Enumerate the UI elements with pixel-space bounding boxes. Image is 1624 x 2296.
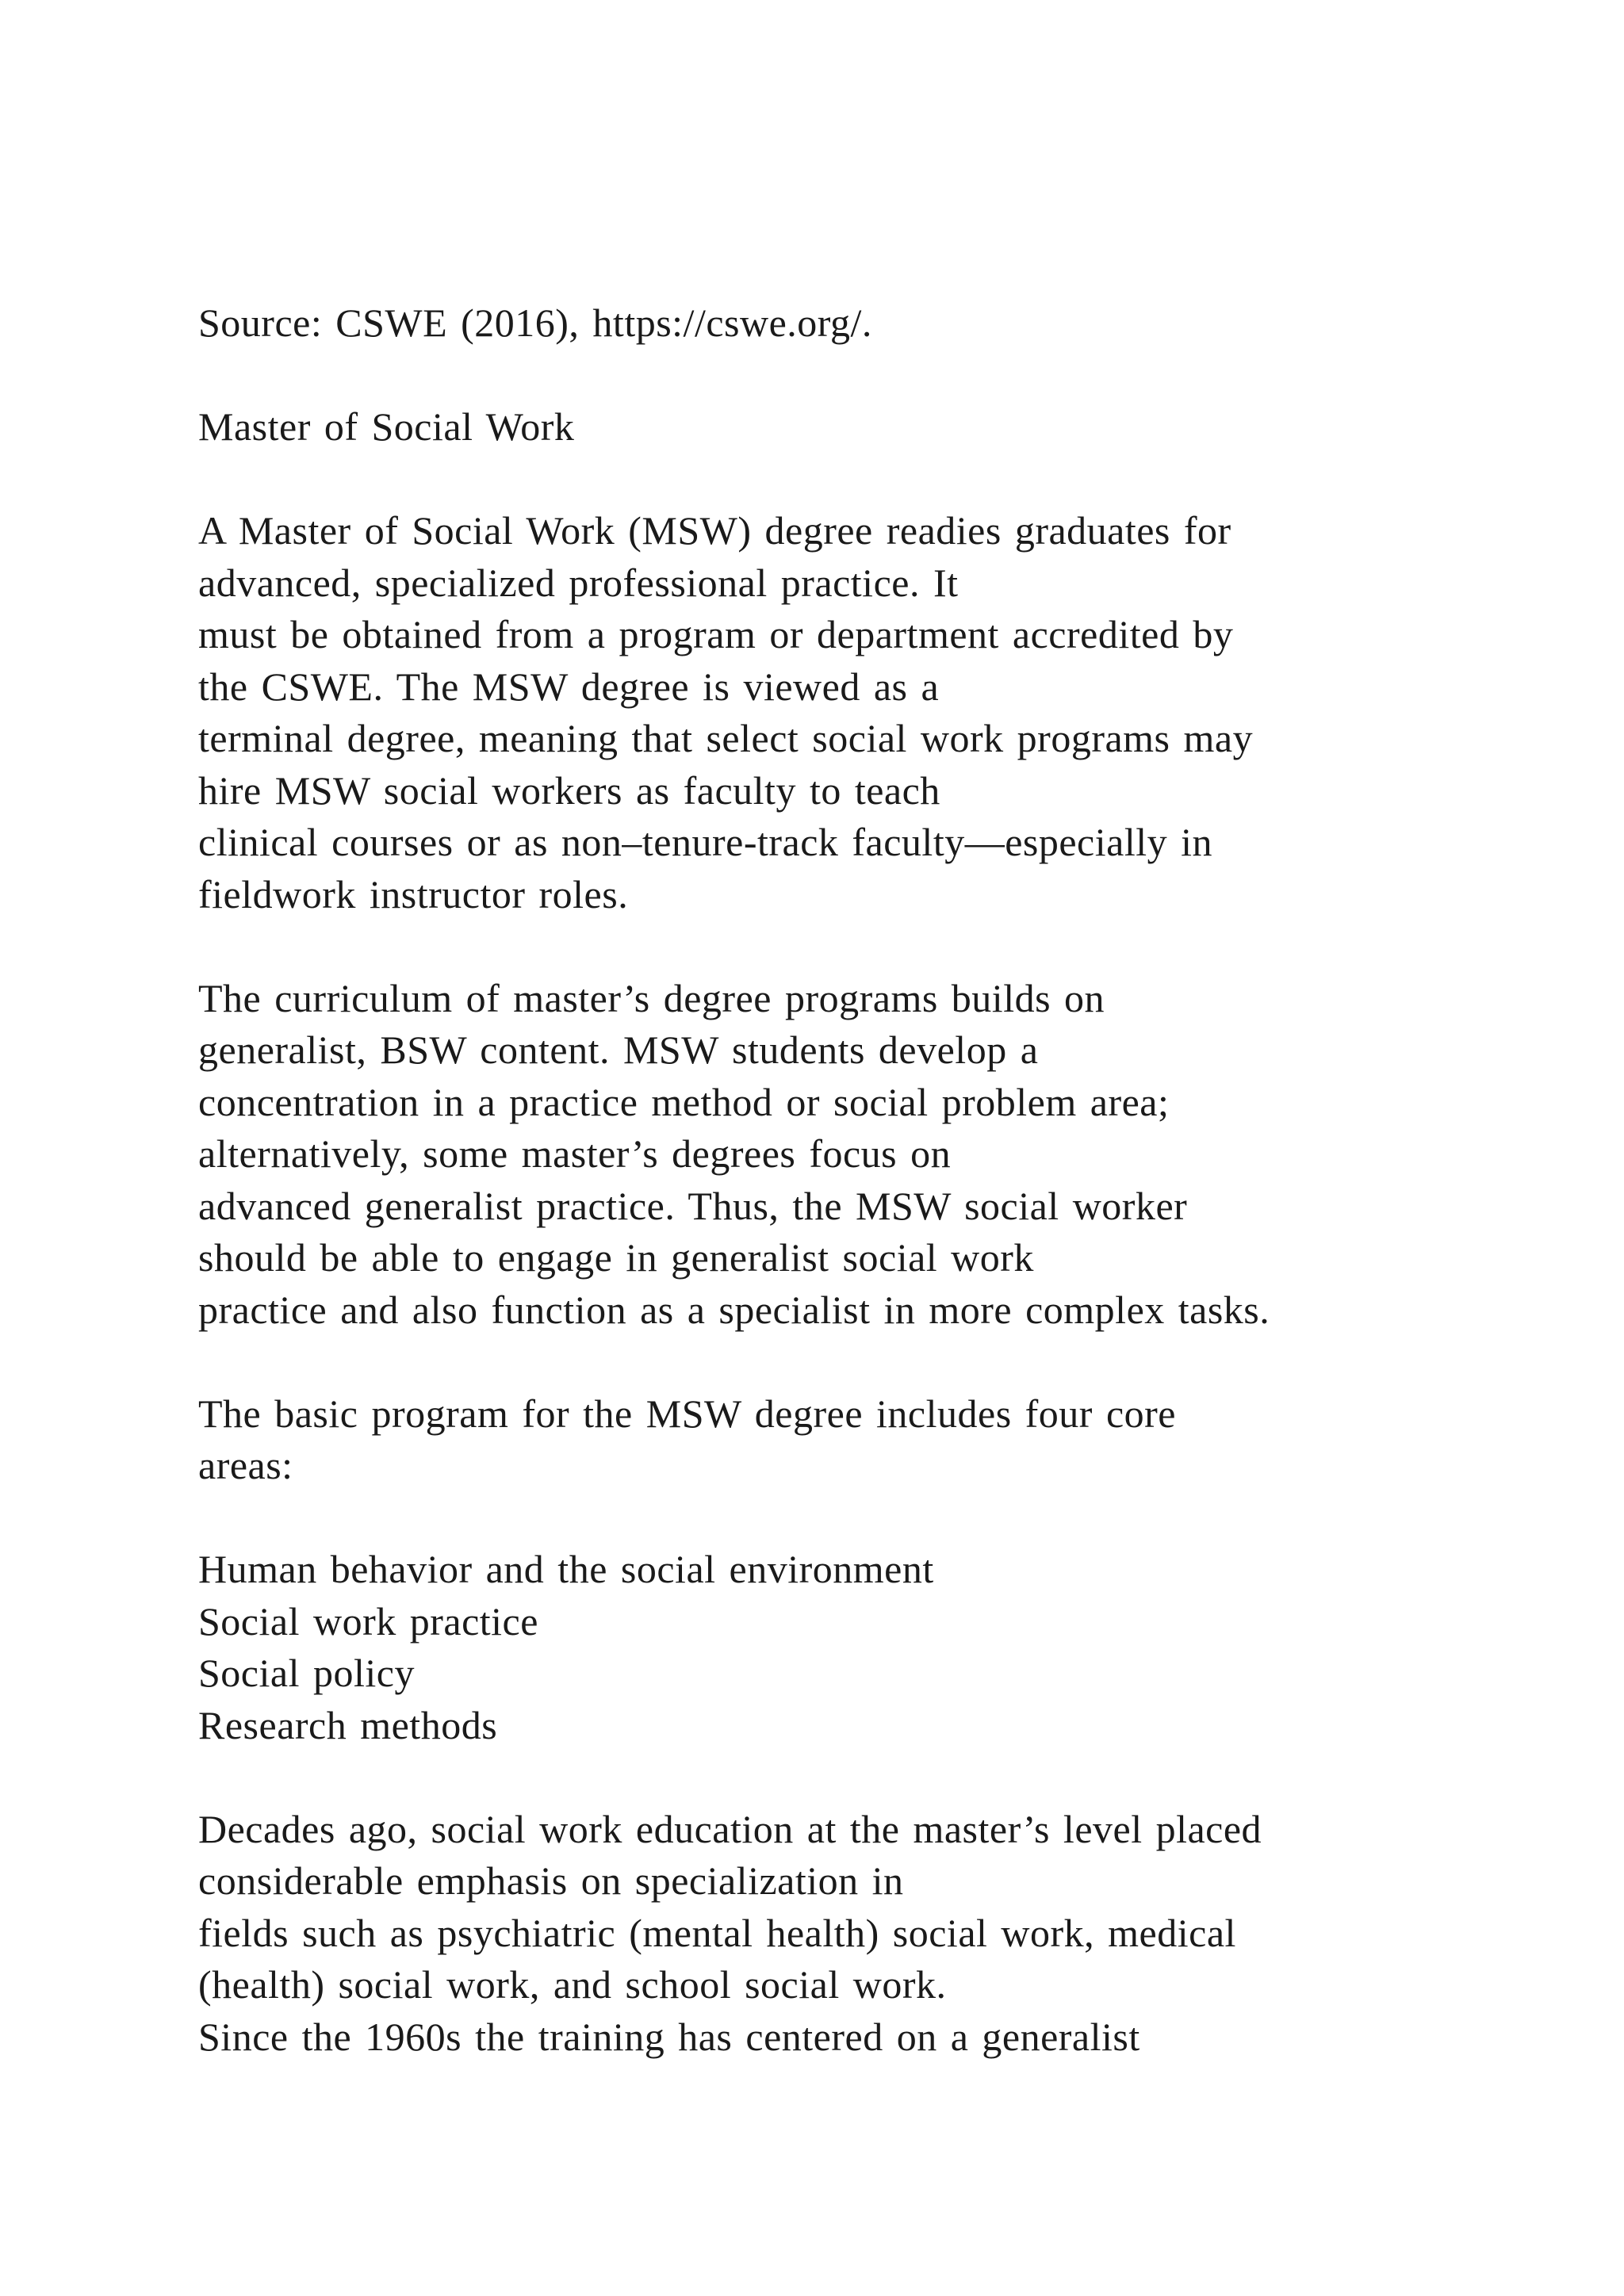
list-item: Research methods	[198, 1702, 498, 1747]
text-line: fields such as psychiatric (mental health) social work, medical	[198, 1910, 1236, 1955]
heading-text: Master of Social Work	[198, 404, 575, 449]
text-line: alternatively, some master’s degrees focus on	[198, 1131, 952, 1176]
text-line: The basic program for the MSW degree includes four core	[198, 1391, 1176, 1436]
text-line: The curriculum of master’s degree programs builds on	[198, 975, 1105, 1020]
paragraph-basic-program	[198, 1388, 1546, 1492]
text-line: should be able to engage in generalist social work	[198, 1235, 1034, 1280]
text-line: advanced, specialized professional practice. It	[198, 560, 959, 605]
text-line: clinical courses or as non–tenure-track faculty—especially in	[198, 820, 1213, 864]
core-areas-list	[198, 1544, 1546, 1751]
text-line: areas:	[198, 1443, 293, 1487]
text-line: the CSWE. The MSW degree is viewed as a	[198, 664, 940, 709]
text-line: Decades ago, social work education at the master’s level placed	[198, 1806, 1262, 1851]
list-item: Social policy	[198, 1651, 415, 1695]
text-line: (health) social work, and school social work.	[198, 1962, 947, 2007]
document-body	[198, 297, 1546, 2115]
source-citation	[198, 297, 1546, 350]
paragraph-history	[198, 1804, 1546, 2064]
list-item: Social work practice	[198, 1598, 538, 1644]
text-line: considerable emphasis on specialization in	[198, 1858, 904, 1903]
source-line: Source: CSWE (2016), https://cswe.org/.	[198, 300, 872, 345]
list-item: Human behavior and the social environment	[198, 1547, 934, 1591]
text-line: advanced generalist practice. Thus, the MSW social worker	[198, 1183, 1188, 1228]
text-line: A Master of Social Work (MSW) degree readies graduates for	[198, 508, 1231, 553]
paragraph-msw-definition	[198, 505, 1546, 920]
text-line: concentration in a practice method or social problem area;	[198, 1079, 1170, 1124]
paragraph-curriculum	[198, 973, 1546, 1337]
text-line: practice and also function as a specialist in more complex tasks.	[198, 1287, 1270, 1332]
section-heading	[198, 401, 1546, 453]
text-line: fieldwork instructor roles.	[198, 871, 629, 916]
text-line: terminal degree, meaning that select social work programs may	[198, 716, 1254, 760]
text-line: Since the 1960s the training has centered on a generalist	[198, 2014, 1140, 2059]
text-line: hire MSW social workers as faculty to teach	[198, 767, 940, 813]
text-line: generalist, BSW content. MSW students develop a	[198, 1027, 1039, 1072]
text-line: must be obtained from a program or department accredited by	[198, 612, 1234, 656]
